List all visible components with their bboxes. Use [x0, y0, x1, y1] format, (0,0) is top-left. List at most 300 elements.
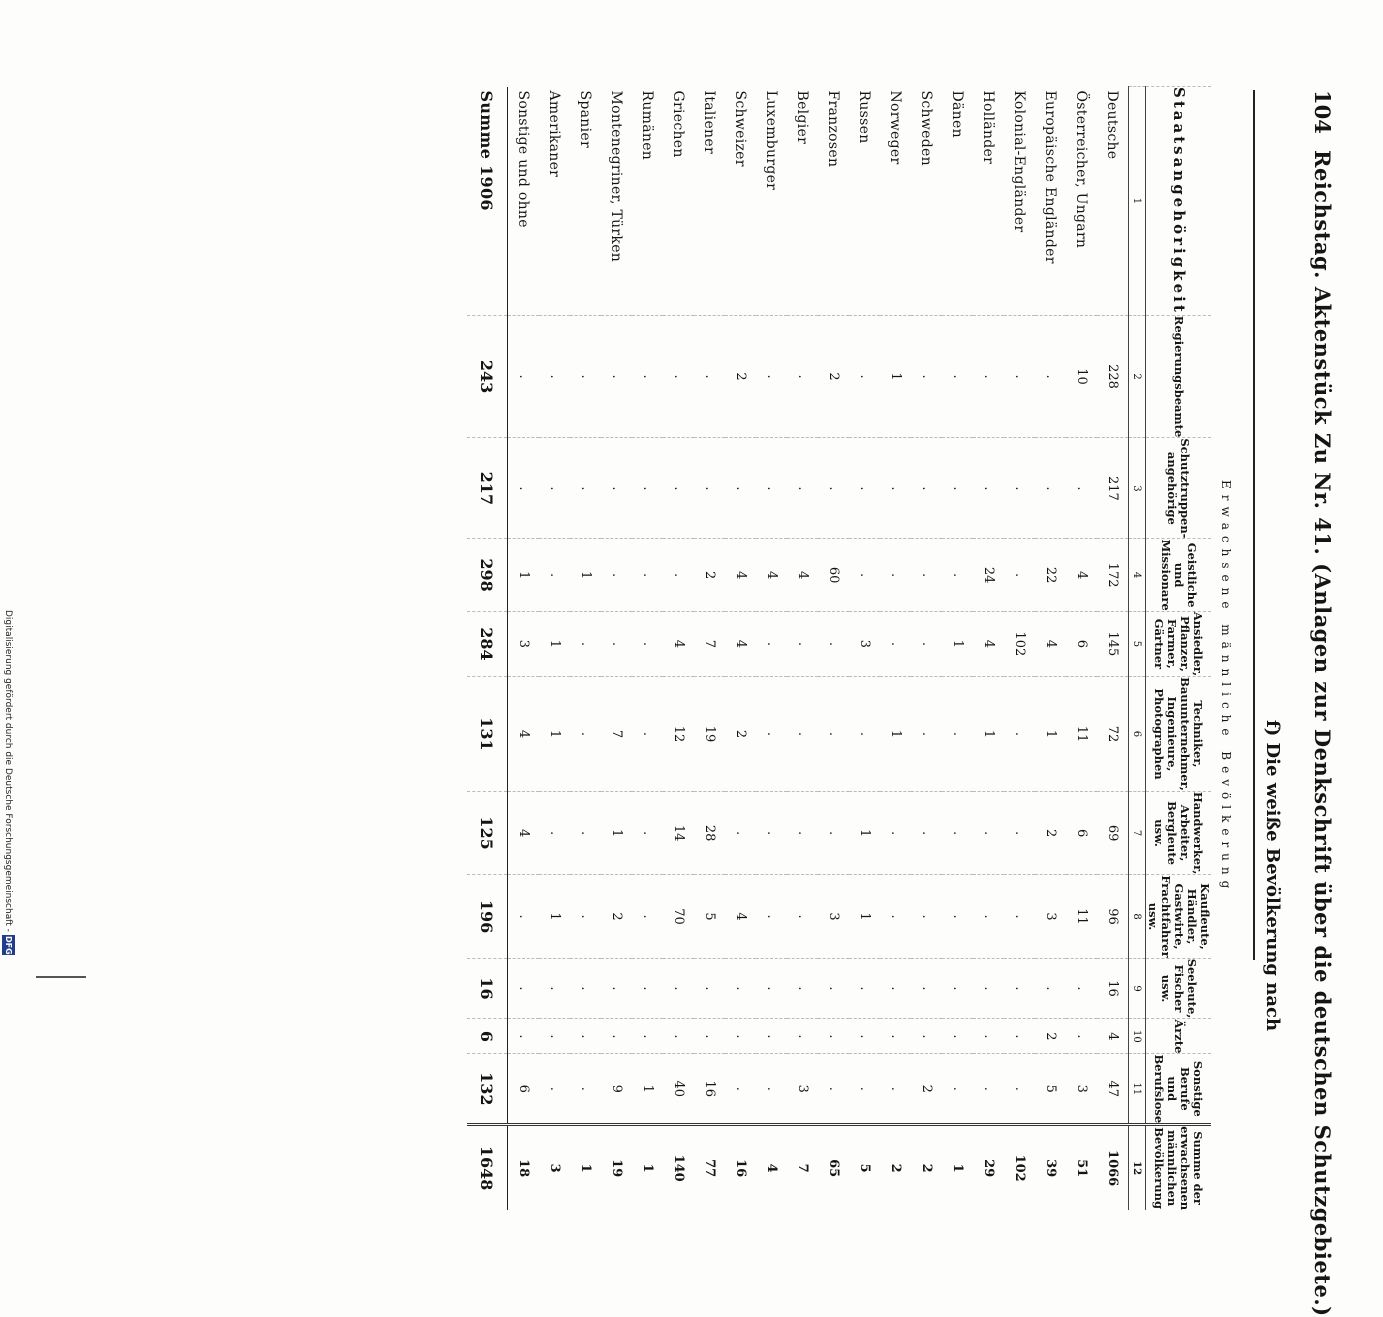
scan-edge-mark — [36, 976, 86, 978]
table-cell: 69 — [1097, 791, 1129, 875]
table-cell: . — [632, 791, 663, 875]
table-cell: . — [539, 1054, 570, 1125]
table-total-row — [467, 87, 508, 1211]
table-cell: 4 — [756, 1125, 787, 1210]
table-cell: 96 — [1097, 875, 1129, 958]
row-label: Deutsche — [1104, 90, 1121, 160]
table-cell: . — [663, 1019, 694, 1054]
table-cell: . — [849, 677, 880, 792]
total-cell: 16 — [467, 958, 508, 1019]
table-cell: . — [756, 958, 787, 1019]
table-cell: 140 — [663, 1125, 694, 1210]
table-cell: . — [756, 611, 787, 676]
table-cell: . — [756, 1054, 787, 1125]
table-cell: 5 — [1035, 1054, 1066, 1125]
table-cell: . — [1035, 958, 1066, 1019]
table-cell: 4 — [508, 677, 540, 792]
col-header-7: Handwerker, Arbeiter, Bergleute usw. — [1146, 791, 1212, 875]
table-cell: . — [508, 315, 540, 438]
table-cell: . — [694, 438, 725, 539]
table-cell: . — [508, 438, 540, 539]
table-cell: . — [973, 958, 1004, 1019]
table-cell: 102 — [1004, 1125, 1035, 1210]
table-cell: . — [818, 791, 849, 875]
table-cell: . — [508, 1019, 540, 1054]
table-cell: 11 — [1066, 875, 1097, 958]
col-header-5: Ansiedler, Pflanzer, Farmer, Gärtner — [1146, 611, 1212, 676]
col-number: 6 — [1129, 677, 1146, 792]
table-cell: . — [880, 791, 911, 875]
table-cell: . — [694, 315, 725, 438]
table-cell: 16 — [725, 1125, 756, 1210]
table-cell: . — [570, 958, 601, 1019]
page-header — [1283, 90, 1343, 1317]
table-cell: . — [880, 539, 911, 611]
table-cell: 1 — [849, 791, 880, 875]
table-cell: 18 — [508, 1125, 540, 1210]
total-cell: 1648 — [467, 1125, 508, 1210]
table-cell: 4 — [1097, 1019, 1129, 1054]
table-cell: . — [911, 611, 942, 676]
table-cell: 1 — [539, 677, 570, 792]
table-cell: . — [756, 438, 787, 539]
dfg-logo: DFG — [4, 935, 13, 955]
table-cell: . — [1004, 677, 1035, 792]
table-cell: . — [942, 677, 973, 792]
table-cell: . — [570, 1054, 601, 1125]
table-cell: 4 — [725, 539, 756, 611]
row-label: Österreicher, Ungarn — [1073, 90, 1090, 249]
table-row — [663, 87, 694, 1211]
table-cell: . — [756, 315, 787, 438]
table-cell: . — [725, 791, 756, 875]
total-cell: 298 — [467, 539, 508, 611]
table-cell: . — [632, 611, 663, 676]
col-number: 9 — [1129, 958, 1146, 1019]
table-cell: . — [973, 438, 1004, 539]
table-cell: 3 — [849, 611, 880, 676]
table-row — [880, 87, 911, 1211]
table-cell: 14 — [663, 791, 694, 875]
table-cell: . — [632, 875, 663, 958]
col-number: 5 — [1129, 611, 1146, 676]
col-header-nationality: Staatsangehörigkeit — [1146, 87, 1212, 316]
table-row — [1066, 87, 1097, 1211]
table-cell: 1 — [508, 539, 540, 611]
row-label: Montenegriner, Türken — [608, 90, 625, 263]
table-cell: 39 — [1035, 1125, 1066, 1210]
table-cell: 19 — [694, 677, 725, 792]
table-cell: . — [911, 438, 942, 539]
table-row — [725, 87, 756, 1211]
total-cell: 6 — [467, 1019, 508, 1054]
col-number: 2 — [1129, 315, 1146, 438]
table-row — [973, 87, 1004, 1211]
table-cell: . — [849, 438, 880, 539]
table-cell: . — [570, 611, 601, 676]
row-label: Europäische Engländer — [1042, 90, 1059, 264]
table-cell: 2 — [694, 539, 725, 611]
table-row — [942, 87, 973, 1211]
table-cell: . — [539, 791, 570, 875]
table-cell: 6 — [1066, 791, 1097, 875]
table-cell: . — [508, 958, 540, 1019]
col-number: 7 — [1129, 791, 1146, 875]
col-number: 8 — [1129, 875, 1146, 958]
table-cell: . — [632, 1019, 663, 1054]
table-cell: 7 — [787, 1125, 818, 1210]
table-cell: . — [911, 791, 942, 875]
table-row — [694, 87, 725, 1211]
row-label: Sonstige und ohne — [515, 90, 532, 228]
table-cell: . — [570, 1019, 601, 1054]
table-cell: . — [508, 875, 540, 958]
table-row — [787, 87, 818, 1211]
table-cell: 4 — [787, 539, 818, 611]
table-row — [508, 87, 540, 1211]
row-label: Kolonial-Engländer — [1011, 90, 1028, 233]
table-cell: . — [787, 315, 818, 438]
col-number: 10 — [1129, 1019, 1146, 1054]
table-cell: 4 — [508, 791, 540, 875]
table-cell: . — [787, 875, 818, 958]
group-heading: Erwachsene männliche Bevölkerung — [1219, 480, 1233, 895]
table-cell: 102 — [1004, 611, 1035, 676]
table-cell: 4 — [725, 611, 756, 676]
table-cell: . — [601, 315, 632, 438]
table-cell: 5 — [849, 1125, 880, 1210]
table-cell: 11 — [1066, 677, 1097, 792]
section-subtitle: f) Die weiße Bevölkerung nach — [1262, 720, 1283, 1032]
table-cell: 4 — [973, 611, 1004, 676]
statistics-table — [467, 86, 1211, 1210]
table-cell: . — [1004, 791, 1035, 875]
table-cell: . — [725, 1054, 756, 1125]
table-cell: . — [1066, 958, 1097, 1019]
table-cell: . — [911, 1019, 942, 1054]
table-cell: 4 — [756, 539, 787, 611]
table-cell: . — [1004, 438, 1035, 539]
table-cell: . — [756, 875, 787, 958]
table-cell: . — [942, 539, 973, 611]
table-cell: . — [973, 1019, 1004, 1054]
table-cell: . — [570, 875, 601, 958]
table-cell: . — [694, 958, 725, 1019]
col-header-6: Techniker, Bauunternehmer, Ingenieure, Photographen — [1146, 677, 1212, 792]
table-cell: . — [1004, 875, 1035, 958]
table-cell: . — [880, 1054, 911, 1125]
table-cell: . — [973, 791, 1004, 875]
table-cell: . — [880, 438, 911, 539]
table-cell: . — [880, 875, 911, 958]
table-cell: 19 — [601, 1125, 632, 1210]
table-cell: . — [539, 315, 570, 438]
table-cell: . — [787, 677, 818, 792]
table-cell: . — [1066, 1019, 1097, 1054]
table-cell: . — [1004, 958, 1035, 1019]
col-header-10: Ärzte — [1146, 1019, 1212, 1054]
table-cell: 1 — [632, 1125, 663, 1210]
row-label: Spanier — [577, 90, 594, 148]
table-cell: 4 — [1035, 611, 1066, 676]
table-cell: . — [756, 1019, 787, 1054]
table-cell: . — [756, 791, 787, 875]
row-label: Holländer — [980, 90, 997, 165]
table-row — [632, 87, 663, 1211]
row-label: Griechen — [670, 90, 687, 158]
table-cell: 1 — [942, 1125, 973, 1210]
table-cell: 4 — [1066, 539, 1097, 611]
table-cell: 2 — [880, 1125, 911, 1210]
table-cell: . — [973, 875, 1004, 958]
table-cell: 3 — [787, 1054, 818, 1125]
page-number: 104 — [1310, 90, 1335, 134]
table-cell: 1 — [570, 1125, 601, 1210]
table-cell: 1066 — [1097, 1125, 1129, 1210]
table-cell: . — [818, 958, 849, 1019]
table-cell: . — [601, 539, 632, 611]
table-cell: 172 — [1097, 539, 1129, 611]
table-cell: 1 — [539, 611, 570, 676]
table-cell: . — [942, 1054, 973, 1125]
total-cell: 196 — [467, 875, 508, 958]
row-label: Franzosen — [825, 90, 842, 168]
table-cell: . — [601, 958, 632, 1019]
table-cell: . — [570, 438, 601, 539]
table-cell: 145 — [1097, 611, 1129, 676]
row-label: Dänen — [949, 90, 966, 138]
table-cell: . — [539, 539, 570, 611]
table-cell: . — [1035, 315, 1066, 438]
table-cell: . — [818, 1019, 849, 1054]
table-row — [911, 87, 942, 1211]
table-cell: . — [911, 315, 942, 438]
table-cell: . — [1004, 1054, 1035, 1125]
table-cell: . — [787, 1019, 818, 1054]
table-cell: 6 — [1066, 611, 1097, 676]
table-cell: . — [539, 1019, 570, 1054]
col-header-11: Sonstige Berufe und Berufslose — [1146, 1054, 1212, 1125]
table-cell: 1 — [539, 875, 570, 958]
table-cell: 4 — [663, 611, 694, 676]
table-cell: 7 — [694, 611, 725, 676]
table-cell: . — [787, 791, 818, 875]
table-cell: 1 — [942, 611, 973, 676]
table-row — [818, 87, 849, 1211]
table-cell: . — [1004, 315, 1035, 438]
table-cell: . — [942, 958, 973, 1019]
table-cell: 3 — [1066, 1054, 1097, 1125]
table-cell: 5 — [694, 875, 725, 958]
table-cell: 2 — [911, 1125, 942, 1210]
total-cell: 131 — [467, 677, 508, 792]
table-cell: 3 — [1035, 875, 1066, 958]
table-cell: 7 — [601, 677, 632, 792]
table-cell: . — [632, 958, 663, 1019]
table-cell: . — [694, 1019, 725, 1054]
column-number-row — [1129, 87, 1146, 1211]
table-cell: 51 — [1066, 1125, 1097, 1210]
table-cell: . — [880, 1019, 911, 1054]
col-number: 12 — [1129, 1125, 1146, 1210]
table-cell: . — [880, 611, 911, 676]
col-header-9: Seeleute, Fischer usw. — [1146, 958, 1212, 1019]
table-cell: . — [539, 438, 570, 539]
table-cell: . — [849, 1019, 880, 1054]
row-label: Luxemburger — [763, 90, 780, 191]
table-cell: 1 — [570, 539, 601, 611]
table-cell: 2 — [818, 315, 849, 438]
table-cell: 2 — [911, 1054, 942, 1125]
table-cell: 1 — [880, 315, 911, 438]
table-cell: . — [725, 1019, 756, 1054]
table-cell: . — [632, 539, 663, 611]
table-cell: 2 — [725, 677, 756, 792]
total-cell: 217 — [467, 438, 508, 539]
table-cell: 12 — [663, 677, 694, 792]
table-cell: . — [818, 438, 849, 539]
table-cell: . — [911, 958, 942, 1019]
col-number: 3 — [1129, 438, 1146, 539]
table-row — [601, 87, 632, 1211]
table-row — [1004, 87, 1035, 1211]
table-cell: . — [942, 438, 973, 539]
table-cell: . — [818, 1054, 849, 1125]
table-cell: 228 — [1097, 315, 1129, 438]
table-cell: . — [601, 438, 632, 539]
funding-note — [2, 610, 15, 955]
table-cell: . — [973, 1054, 1004, 1125]
row-label: Belgier — [794, 90, 811, 145]
table-cell: . — [942, 791, 973, 875]
row-label: Norweger — [887, 90, 904, 165]
table-cell: 29 — [973, 1125, 1004, 1210]
table-cell: . — [942, 875, 973, 958]
table-cell: 70 — [663, 875, 694, 958]
table-cell: 16 — [1097, 958, 1129, 1019]
table-row — [1097, 87, 1129, 1211]
table-cell: . — [632, 315, 663, 438]
row-label: Rumänen — [639, 90, 656, 161]
total-cell: 284 — [467, 611, 508, 676]
table-cell: . — [632, 677, 663, 792]
col-header-3: Schutztruppen-angehörige — [1146, 438, 1212, 539]
table-cell: 1 — [632, 1054, 663, 1125]
table-cell: . — [1004, 1019, 1035, 1054]
table-cell: . — [725, 438, 756, 539]
col-header-2: Regierungsbeamte — [1146, 315, 1212, 438]
total-cell: 132 — [467, 1054, 508, 1125]
col-header-4: Geistliche und Missionare — [1146, 539, 1212, 611]
table-cell: . — [973, 315, 1004, 438]
total-cell: 125 — [467, 791, 508, 875]
table-cell: . — [725, 958, 756, 1019]
table-cell: . — [849, 1054, 880, 1125]
table-cell: . — [911, 677, 942, 792]
row-label: Italiener — [701, 90, 718, 154]
table-cell: . — [880, 958, 911, 1019]
table-cell: . — [1066, 438, 1097, 539]
table-cell: 22 — [1035, 539, 1066, 611]
table-cell: 1 — [880, 677, 911, 792]
table-cell: . — [849, 315, 880, 438]
table-cell: 217 — [1097, 438, 1129, 539]
table-cell: 10 — [1066, 315, 1097, 438]
total-label: Summe 1906 — [467, 87, 508, 316]
table-cell: 9 — [601, 1054, 632, 1125]
table-cell: . — [570, 315, 601, 438]
table-cell: . — [663, 958, 694, 1019]
table-cell: . — [601, 1019, 632, 1054]
table-cell: . — [942, 1019, 973, 1054]
table-cell: 1 — [973, 677, 1004, 792]
table-cell: 2 — [1035, 791, 1066, 875]
table-cell: 40 — [663, 1054, 694, 1125]
table-cell: 77 — [694, 1125, 725, 1210]
table-cell: . — [911, 875, 942, 958]
table-cell: . — [787, 958, 818, 1019]
table-cell: 3 — [818, 875, 849, 958]
table-cell: . — [756, 677, 787, 792]
table-cell: . — [539, 958, 570, 1019]
total-cell: 243 — [467, 315, 508, 438]
table-cell: . — [601, 611, 632, 676]
row-label: Schweizer — [732, 90, 749, 167]
page-title: Reichstag. Aktenstück Zu Nr. 41. (Anlagen zur Denkschrift über die deutschen Schutzgebiete.) — [1310, 150, 1335, 1317]
table-cell: . — [570, 791, 601, 875]
table-cell: 60 — [818, 539, 849, 611]
col-number: 1 — [1129, 87, 1146, 316]
table-header-row — [1146, 87, 1212, 1211]
table-row — [1035, 87, 1066, 1211]
table-cell: . — [911, 539, 942, 611]
table-cell: 24 — [973, 539, 1004, 611]
table-row — [756, 87, 787, 1211]
table-cell: . — [1004, 539, 1035, 611]
table-cell: . — [818, 611, 849, 676]
col-number: 4 — [1129, 539, 1146, 611]
table-row — [849, 87, 880, 1211]
table-body — [467, 87, 1129, 1211]
table-cell: 4 — [725, 875, 756, 958]
table-cell: . — [787, 611, 818, 676]
table-cell: . — [570, 677, 601, 792]
row-label: Amerikaner — [546, 90, 563, 178]
row-label: Schweden — [918, 90, 935, 166]
col-number: 11 — [1129, 1054, 1146, 1125]
table-cell: . — [849, 958, 880, 1019]
table-cell: 3 — [539, 1125, 570, 1210]
table-cell: 1 — [601, 791, 632, 875]
row-label: Russen — [856, 90, 873, 144]
table-cell: . — [663, 438, 694, 539]
table-cell: 72 — [1097, 677, 1129, 792]
table-cell: 47 — [1097, 1054, 1129, 1125]
table-cell: 3 — [508, 611, 540, 676]
table-cell: 16 — [694, 1054, 725, 1125]
table-cell: 1 — [1035, 677, 1066, 792]
table-cell: . — [942, 315, 973, 438]
table-cell: . — [818, 677, 849, 792]
table-cell: 2 — [725, 315, 756, 438]
table-cell: . — [663, 315, 694, 438]
top-rule — [1253, 90, 1255, 960]
table-cell: 2 — [601, 875, 632, 958]
table-cell: . — [632, 438, 663, 539]
table-cell: 2 — [1035, 1019, 1066, 1054]
table-cell: 1 — [849, 875, 880, 958]
col-header-8: Kaufleute, Händler, Gastwirte, Frachtfahrer usw. — [1146, 875, 1212, 958]
